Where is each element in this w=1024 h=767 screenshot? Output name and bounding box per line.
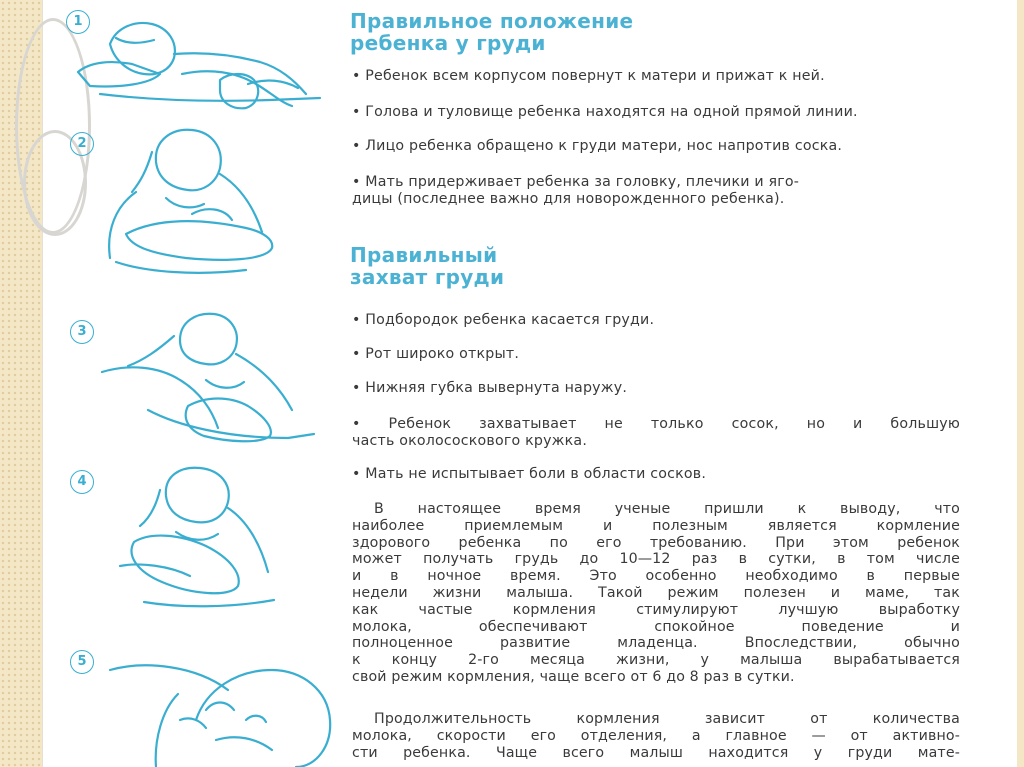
bullet-item xyxy=(352,174,960,208)
paragraph-line: свой режим кормления, чаще всего от 6 до 8 раз в сутки. xyxy=(352,668,795,685)
illustration-number-4: 4 xyxy=(70,470,94,494)
section-heading-position xyxy=(350,10,633,54)
illustration-number-2: 2 xyxy=(70,132,94,156)
paragraph-line: молока, скорости его отделения, а главное — от активно- xyxy=(352,727,960,744)
bullet-item xyxy=(352,312,960,329)
illustration-4-underarm-hold xyxy=(110,462,290,612)
bullet-item xyxy=(352,68,960,85)
bullet-line: • Ребенок захватывает не только сосок, но и большую xyxy=(352,416,960,432)
bullet-item xyxy=(352,138,960,155)
bullet-line: • Нижняя губка вывернута наружу. xyxy=(352,380,628,396)
section-heading-line: Правильное положение xyxy=(350,9,634,33)
section-heading-line: захват груди xyxy=(350,265,505,289)
illustration-3-breast-latch xyxy=(88,310,320,450)
illustration-2-cradle-hold xyxy=(96,122,286,282)
bullet-line: • Ребенок всем корпусом повернут к матери и прижат к ней. xyxy=(352,68,825,84)
illustration-number-3: 3 xyxy=(70,320,94,344)
paragraph-line: полноценное развитие младенца. Впоследствии, обычно xyxy=(352,635,960,652)
bullet-line: • Мать придерживает ребенка за головку, плечики и яго- xyxy=(352,174,800,190)
bullet-item xyxy=(352,466,960,483)
paragraph-line: к концу 2-го месяца жизни, у малыша вырабатывается xyxy=(352,652,960,669)
paragraph-line: и в ночное время. Это особенно необходимо в первые xyxy=(352,568,960,585)
paragraph-line: здорового ребенка по его требованию. При этом ребенок xyxy=(352,534,960,551)
bullet-line: дицы (последнее важно для новорожденного ребенка). xyxy=(352,191,785,207)
bullet-line: • Мать не испытывает боли в области сосков. xyxy=(352,466,707,482)
bullet-item xyxy=(352,104,960,121)
illustration-number-1: 1 xyxy=(66,10,90,34)
bullet-line: часть околососкового кружка. xyxy=(352,433,588,449)
section-heading-line: Правильный xyxy=(350,243,498,267)
bullet-item xyxy=(352,416,960,450)
paragraph-line: сти ребенка. Чаще всего малыш находится у груди мате- xyxy=(352,744,960,761)
section-heading-line: ребенка у груди xyxy=(350,31,546,55)
bullet-line: • Голова и туловище ребенка находятся на одной прямой линии. xyxy=(352,104,858,120)
paragraph-line: Продолжительность кормления зависит от количества xyxy=(374,711,960,727)
bullet-line: • Подбородок ребенка касается груди. xyxy=(352,312,655,328)
paragraph-line: наиболее приемлемым и полезным является кормление xyxy=(352,517,960,534)
paragraph-line: как частые кормления стимулируют лучшую выработку xyxy=(352,601,960,618)
decorative-border-right xyxy=(1016,0,1024,767)
illustration-1-lying-feeding xyxy=(70,14,330,114)
bullet-line: • Лицо ребенка обращено к груди матери, нос напротив соска. xyxy=(352,138,843,154)
illustration-number-5: 5 xyxy=(70,650,94,674)
paragraph-line: молока, обеспечивают спокойное поведение и xyxy=(352,618,960,635)
bullet-item xyxy=(352,380,960,397)
body-paragraph-feeding-duration xyxy=(352,711,960,761)
paragraph-line: может получать грудь до 10—12 раз в сутки, в том числе xyxy=(352,551,960,568)
bullet-line: • Рот широко открыт. xyxy=(352,346,520,362)
body-paragraph-feeding-on-demand xyxy=(352,501,960,686)
section-heading-latch xyxy=(350,244,504,288)
bullet-item xyxy=(352,346,960,363)
paragraph-line: В настоящее время ученые пришли к выводу, что xyxy=(374,501,960,517)
paragraph-line: недели жизни малыша. Такой режим полезен и маме, так xyxy=(352,584,960,601)
illustration-5-latch-closeup xyxy=(96,650,336,767)
